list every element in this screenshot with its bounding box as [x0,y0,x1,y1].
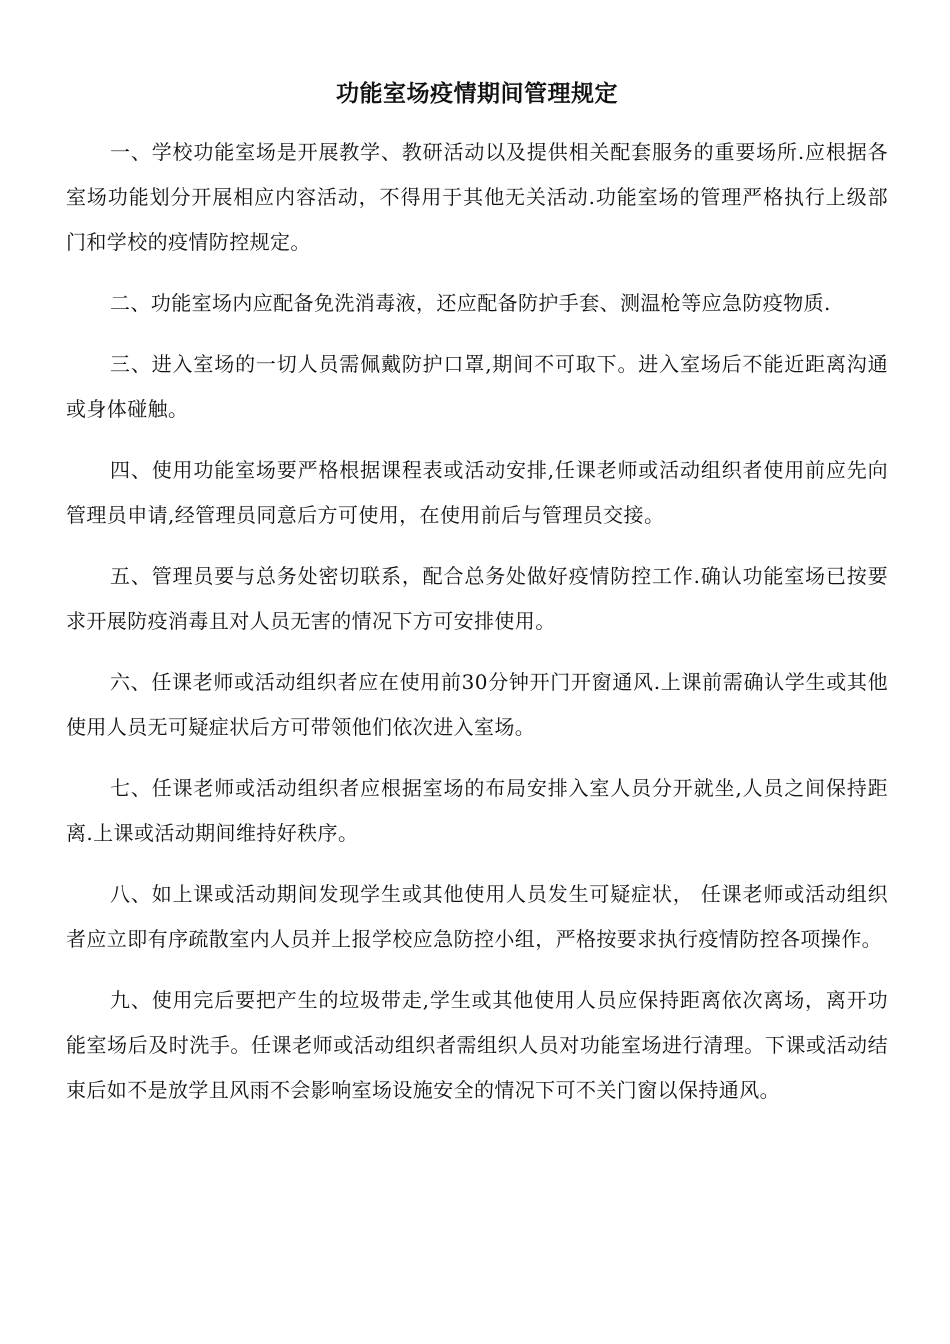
document-title: 功能室场疫情期间管理规定 [336,81,618,107]
rule-paragraph-5: 五、管理员要与总务处密切联系，配合总务处做好疫情防控工作.确认功能室场已按要求开展防疫消毒且对人员无害的情况下方可安排使用。 [66,564,888,633]
rule-paragraph-4: 四、使用功能室场要严格根据课程表或活动安排,任课老师或活动组织者使用前应先向管理员申请,经管理员同意后方可使用，在使用前后与管理员交接。 [66,458,888,527]
rule-paragraph-2: 二、功能室场内应配备免洗消毒液，还应配备防护手套、测温枪等应急防疫物质. [110,291,831,315]
rule-paragraph-8: 八、如上课或活动期间发现学生或其他使用人员发生可疑症状， 任课老师或活动组织者应立即有序疏散室内人员并上报学校应急防控小组，严格按要求执行疫情防控各项操作。 [66,882,888,951]
rule-paragraph-1: 一、学校功能室场是开展教学、教研活动以及提供相关配套服务的重要场所.应根据各室场功能划分开展相应内容活动，不得用于其他无关活动.功能室场的管理严格执行上级部门和学校的疫情防控规定。 [66,140,888,254]
rule-paragraph-3: 三、进入室场的一切人员需佩戴防护口罩,期间不可取下。进入室场后不能近距离沟通或身体碰触。 [66,352,888,421]
rule-paragraph-7: 七、任课老师或活动组织者应根据室场的布局安排入室人员分开就坐,人员之间保持距离.上课或活动期间维持好秩序。 [66,776,888,845]
rule-paragraph-6: 六、任课老师或活动组织者应在使用前30分钟开门开窗通风.上课前需确认学生或其他使用人员无可疑症状后方可带领他们依次进入室场。 [66,670,888,739]
rule-paragraph-9: 九、使用完后要把产生的垃圾带走,学生或其他使用人员应保持距离依次离场，离开功能室场后及时洗手。任课老师或活动组织者需组织人员对功能室场进行清理。下课或活动结束后如不是放学且风雨不会影响室场设施安全的情况下可不关门窗以保持通风。 [66,988,888,1102]
document-page [66,74,888,1129]
